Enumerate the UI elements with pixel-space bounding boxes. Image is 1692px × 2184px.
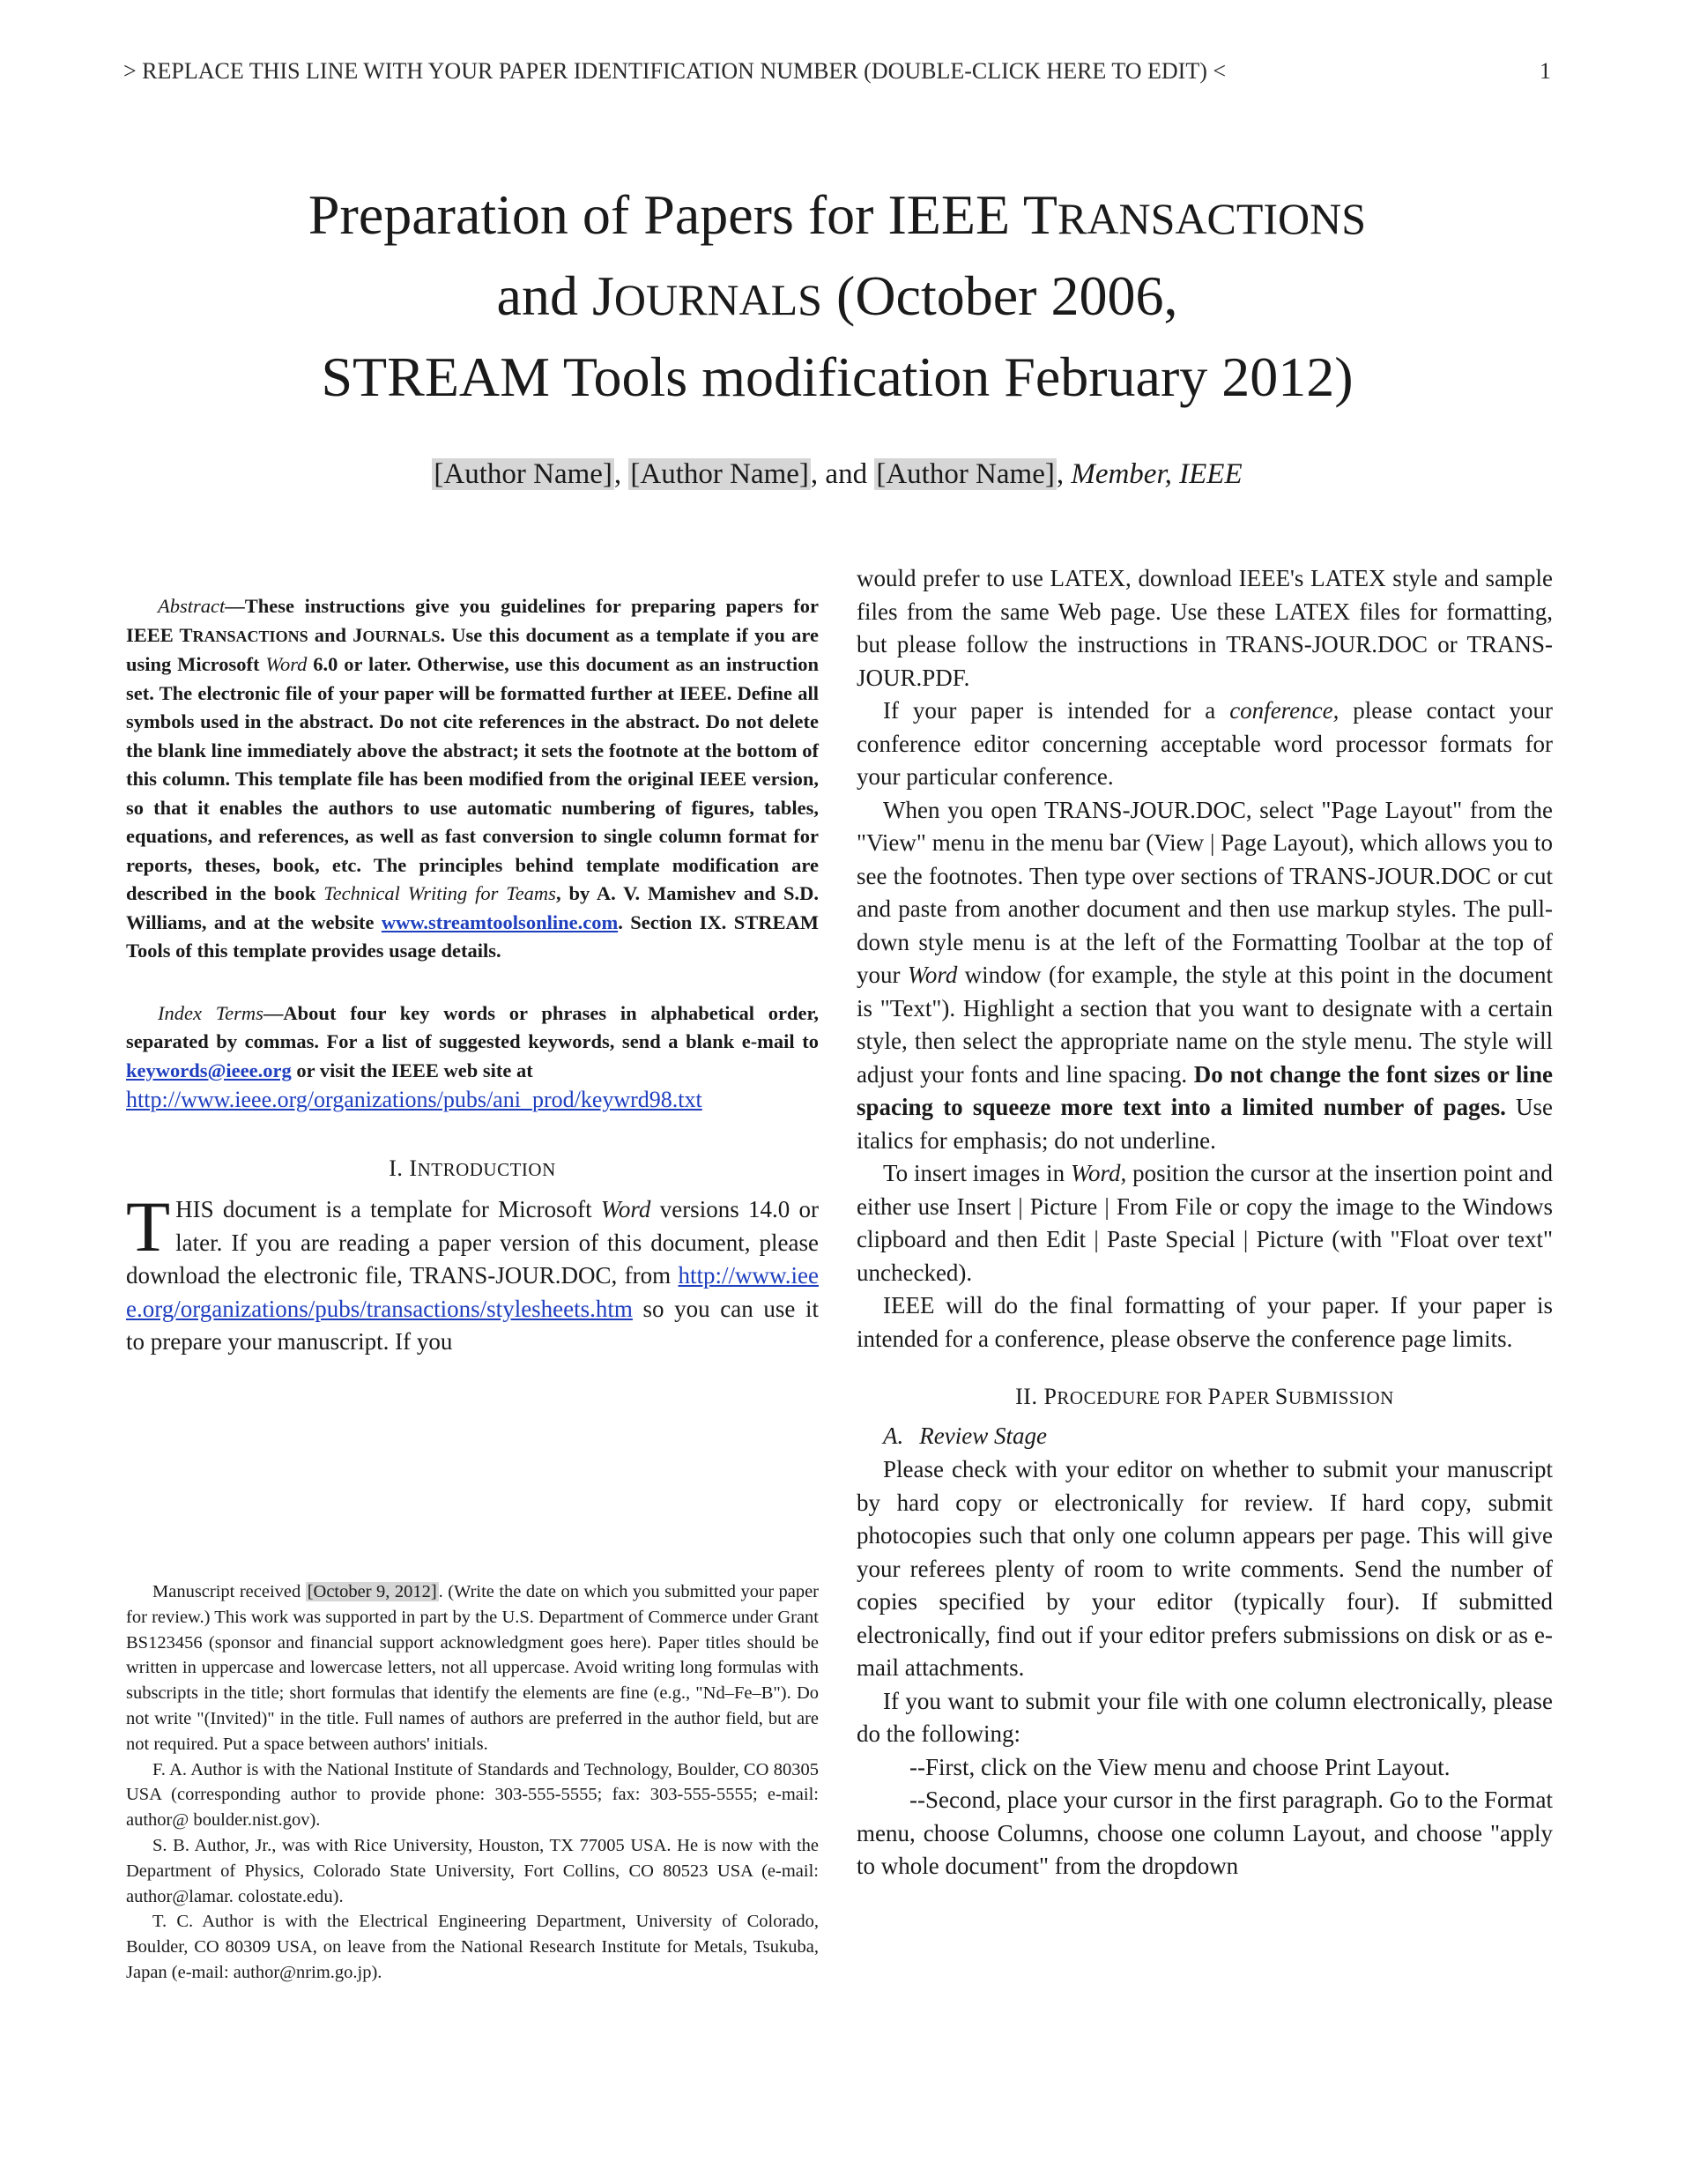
keywords-url-link[interactable]: http://www.ieee.org/organizations/pubs/ani_prod/keywrd98.txt	[126, 1087, 702, 1112]
body-paragraph: When you open TRANS-JOUR.DOC, select "Page Layout" from the "View" menu in the menu bar (View | Page Layout), which allows you to see the footnotes. Then type over sections of TRANS-JOUR.DOC or cut and paste from another document and then use markup styles. The pull-down style menu is at the left of the Formatting Toolbar at the top of your Word window (for example, the style at this point in the document is "Text"). Highlight a section that you want to designate with a certain style, then select the appropriate name on the style menu. The style will adjust your fonts and line spacing. Do not change the font sizes or line spacing to squeeze more text into a limited number of pages. Use italics for emphasis; do not underline.	[857, 796, 1553, 1154]
footnote-manuscript: Manuscript received [October 9, 2012]. (Write the date on which you submitted your paper for review.) This work was supported in part by the U.S. Department of Commerce under Grant BS123456 (sponsor and financial support acknowledgment goes here). Paper titles should be written in uppercase and lowercase letters, not all uppercase. Avoid writing long formulas with subscripts in the title; short formulas that identify the elements are fine (e.g., "Nd–Fe–B"). Do not write "(Invited)" in the title. Full names of authors are preferred in the author field, but are not required. Put a space between authors' initials.	[126, 1582, 819, 1754]
author-line: [Author Name], [Author Name], and [Author Name], Member, IEEE	[434, 458, 1243, 490]
intro-paragraph: THIS document is a template for Microsoft Word versions 14.0 or later. If you are reading a paper version of this document, please download the electronic file, TRANS-JOUR.DOC, from http://www.ieee.org/organizations/pubs/transactions/stylesheets.htm so you can use it to prepare your manuscript. If you	[126, 1186, 819, 1355]
author-name-field[interactable]: [Author Name]	[434, 458, 612, 490]
author-membership: Member, IEEE	[1071, 458, 1243, 490]
drop-cap: T	[126, 1186, 171, 1267]
footnote	[126, 1579, 819, 1986]
body-paragraph: would prefer to use LATEX, download IEEE's LATEX style and sample files from the same Web page. Use these LATEX files for formatting, but please follow the instructions in TRANS-JOUR.DOC or TRANS-JOUR.PDF.	[857, 565, 1553, 691]
date-field[interactable]: [October 9, 2012]	[307, 1582, 437, 1601]
page-header	[123, 58, 1551, 93]
stylesheets-link[interactable]: http://www.ieee.org/organizations/pubs/transactions/stylesheets.htm	[126, 1262, 819, 1322]
abstract: Abstract—These instructions give you guidelines for preparing papers for IEEE TRANSACTIONS and JOURNALS. Use this document as a template if you are using Microsoft Word 6.0 or later. Otherwise, use this document as an instruction set. The electronic file of your paper will be formatted further at IEEE. Define all symbols used in the abstract. Do not cite references in the abstract. Do not delete the blank line immediately above the abstract; it sets the footnote at the bottom of this column. This template file has been modified from the original IEEE version, so that it enables the authors to use automatic numbering of figures, tables, equations, and references, as well as fast conversion to single column format for reports, theses, book, etc. The principles behind template modification are described in the book Technical Writing for Teams, by A. V. Mamishev and S.D. Williams, and at the website www.streamtoolsonline.com. Section IX. STREAM Tools of this template provides usage details.	[126, 595, 819, 962]
body-paragraph: If your paper is intended for a conference, please contact your conference editor concerning acceptable word processor formats for your particular conference.	[857, 697, 1554, 790]
footnote-author-2: S. B. Author, Jr., was with Rice University, Houston, TX 77005 USA. He is now with the Department of Physics, Colorado State University, Fort Collins, CO 80523 USA (e-mail: author@lamar. colostate.edu).	[126, 1835, 819, 1906]
subsection-heading-review-stage: A. Review Stage	[883, 1423, 1047, 1449]
footnote-author-1: F. A. Author is with the National Institute of Standards and Technology, Boulder, CO 80305 USA (corresponding author to provide phone: 303-555-5555; fax: 303-555-5555; e-mail: author@ boulder.nist.gov).	[126, 1759, 819, 1831]
body-paragraph: If you want to submit your file with one column electronically, please do the following:	[857, 1687, 1553, 1747]
right-column	[857, 562, 1553, 1883]
title-line-3: STREAM Tools modification February 2012)	[321, 345, 1354, 408]
paper-title	[123, 176, 1551, 416]
body-paragraph: --Second, place your cursor in the first paragraph. Go to the Format menu, choose Columns, choose one column Layout, and choose "apply to whole document" from the dropdown	[857, 1787, 1553, 1879]
keywords-email-link[interactable]: keywords@ieee.org	[126, 1059, 292, 1081]
body-paragraph: IEEE will do the final formatting of your paper. If your paper is intended for a conference, please observe the conference page limits.	[857, 1292, 1553, 1352]
author-name-field[interactable]: [Author Name]	[876, 458, 1055, 490]
page-number: 1	[1540, 58, 1551, 84]
section-heading-introduction: I. INTRODUCTION	[389, 1155, 556, 1181]
body-paragraph: Please check with your editor on whether to submit your manuscript by hard copy or electronically for review. If hard copy, submit photocopies such that only one column appears per page. This will give your referees plenty of room to write comments. Send the number of copies specified by your editor (typically four). If submitted electronically, find out if your editor prefers submissions on disk or as e-mail attachments.	[857, 1456, 1553, 1681]
title-line-1: Preparation of Papers for IEEE TRANSACTIONS	[308, 183, 1367, 246]
section-heading-procedure: II. PROCEDURE FOR PAPER SUBMISSION	[1015, 1384, 1394, 1409]
footnote-author-3: T. C. Author is with the Electrical Engineering Department, University of Colorado, Boulder, CO 80309 USA, on leave from the National Research Institute for Metals, Tsukuba, Japan (e-mail: author@nrim.go.jp).	[126, 1912, 819, 1982]
index-terms: Index Terms—About four key words or phrases in alphabetical order, separated by commas. For a list of suggested keywords, send a blank e-mail to keywords@ieee.org or visit the IEEE web site at	[126, 1001, 819, 1081]
website-link[interactable]: www.streamtoolsonline.com	[381, 910, 619, 933]
body-paragraph: To insert images in Word, position the cursor at the insertion point and either use Insert | Picture | From File or copy the image to the Windows clipboard and then Edit | Paste Special | Picture (with "Float over text" unchecked).	[857, 1160, 1553, 1286]
author-name-field[interactable]: [Author Name]	[630, 458, 809, 490]
left-column	[126, 592, 819, 1359]
paper-id-placeholder[interactable]: > REPLACE THIS LINE WITH YOUR PAPER IDENTIFICATION NUMBER (DOUBLE-CLICK HERE TO EDIT) <	[123, 58, 1227, 84]
body-paragraph: --First, click on the View menu and choose Print Layout.	[909, 1753, 1451, 1780]
title-line-2: and JOURNALS (October 2006,	[496, 264, 1178, 327]
